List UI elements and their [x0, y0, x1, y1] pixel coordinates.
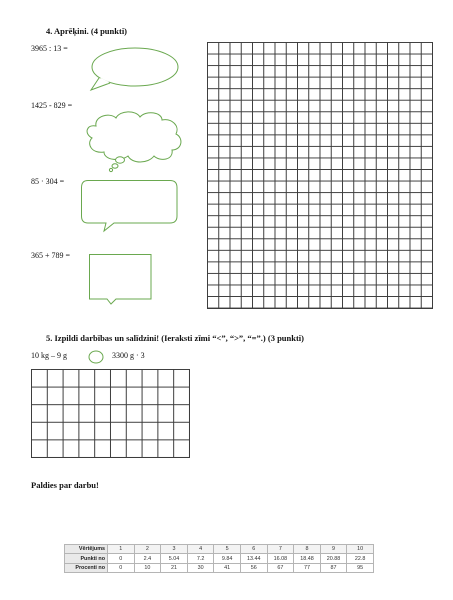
score-table-header-row [65, 545, 374, 554]
table-row-label: Punkti no [65, 554, 108, 563]
percent-cell: 77 [294, 563, 321, 572]
grade-cell: 2 [134, 545, 161, 554]
problem-multiplication: 85 · 304 = [31, 177, 65, 186]
grade-cell: 4 [187, 545, 214, 554]
closing-message: Paldies par darbu! [31, 480, 99, 490]
grade-cell: 5 [214, 545, 241, 554]
percent-cell: 41 [214, 563, 241, 572]
table-row-label: Vērtējums [65, 545, 108, 554]
problem-addition: 365 + 789 = [31, 251, 71, 260]
percent-cell: 56 [240, 563, 267, 572]
percent-cell: 67 [267, 563, 294, 572]
comparison-right: 3300 g · 3 [112, 351, 145, 360]
points-cell: 2.4 [134, 554, 161, 563]
task5-title: 5. Izpildi darbības un salīdzini! (Ieraksti zīmi “<”, “>”, “=”.) (3 punkti) [46, 333, 304, 343]
points-cell: 13.44 [240, 554, 267, 563]
percent-cell: 21 [161, 563, 188, 572]
grade-cell: 10 [347, 545, 374, 554]
problem-division: 3965 : 13 = [31, 44, 68, 53]
points-cell: 5.04 [161, 554, 188, 563]
points-cell: 20.88 [320, 554, 347, 563]
answer-rounded-rect-callout[interactable] [80, 179, 180, 234]
grade-cell: 9 [320, 545, 347, 554]
problem-subtraction: 1425 - 829 = [31, 101, 73, 110]
score-table-percent-row [65, 563, 374, 572]
work-grid-task5[interactable] [31, 369, 190, 458]
grade-cell: 6 [240, 545, 267, 554]
table-row-label: Procenti no [65, 563, 108, 572]
points-cell: 9.84 [214, 554, 241, 563]
percent-cell: 30 [187, 563, 214, 572]
answer-oval-callout[interactable] [88, 45, 180, 93]
points-cell: 0 [108, 554, 135, 563]
percent-cell: 10 [134, 563, 161, 572]
comparison-sign-circle[interactable] [87, 350, 105, 364]
answer-rect-callout[interactable] [86, 251, 156, 307]
percent-cell: 0 [108, 563, 135, 572]
answer-cloud-callout[interactable] [80, 108, 188, 174]
grade-cell: 8 [294, 545, 321, 554]
task4-title: 4. Aprēķini. (4 punkti) [46, 26, 128, 36]
points-cell: 22.8 [347, 554, 374, 563]
score-table [64, 544, 374, 573]
percent-cell: 95 [347, 563, 374, 572]
comparison-left: 10 kg – 9 g [31, 351, 67, 360]
grade-cell: 1 [108, 545, 135, 554]
points-cell: 18.48 [294, 554, 321, 563]
grade-cell: 3 [161, 545, 188, 554]
score-table-points-row [65, 554, 374, 563]
percent-cell: 87 [320, 563, 347, 572]
points-cell: 16.08 [267, 554, 294, 563]
grade-cell: 7 [267, 545, 294, 554]
points-cell: 7.2 [187, 554, 214, 563]
work-grid-task4[interactable] [207, 42, 433, 309]
